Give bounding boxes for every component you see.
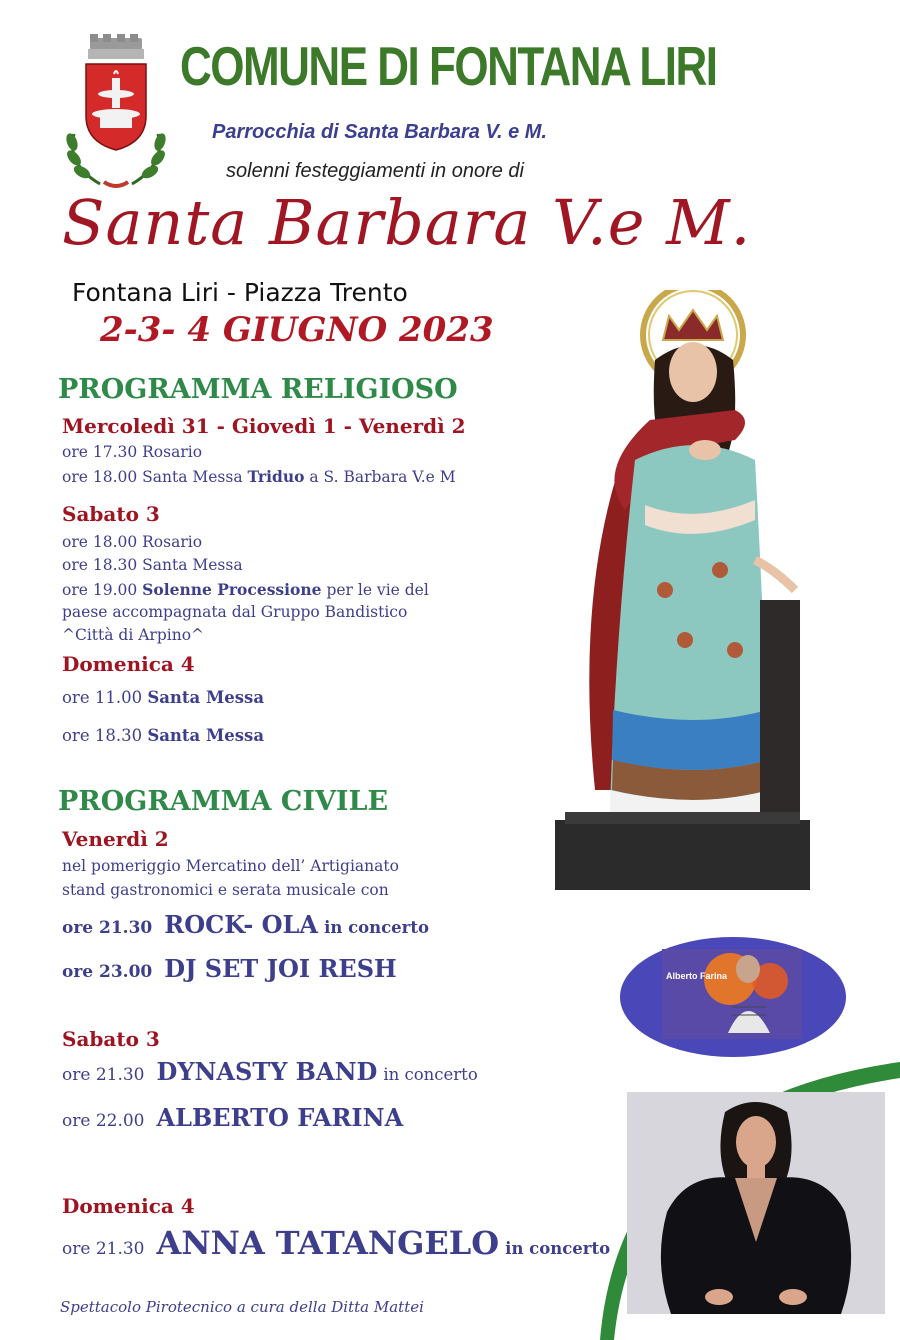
religious-line: ^Città di Arpino^ [62,626,205,644]
comune-title: COMUNE DI FONTANA LIRI [180,36,717,98]
alberto-farina-oval-image [620,937,846,1057]
event-location: Fontana Liri - Piazza Trento [72,278,408,307]
religious-line: ore 17.30 Rosario [62,443,203,461]
saint-title: Santa Barbara V.e M. [62,186,752,259]
celebration-subtitle: solenni festeggiamenti in onore di [226,160,524,182]
civil-day-1: Venerdì 2 [62,827,169,851]
religious-line: ore 18.30 Santa Messa [62,726,265,745]
civil-event: ore 21.30 ANNA TATANGELO in concerto [62,1224,611,1262]
religious-line: ore 18.00 Santa Messa Triduo a S. Barbara V.e M [62,467,456,486]
saint-statue-image [555,290,810,890]
event-dates: 2-3- 4 GIUGNO 2023 [100,310,494,350]
religious-line: ore 11.00 Santa Messa [62,688,265,707]
religious-program-title: PROGRAMMA RELIGIOSO [58,374,458,405]
religious-day-2: Sabato 3 [62,502,160,526]
religious-day-1: Mercoledì 31 - Giovedì 1 - Venerdì 2 [62,414,466,438]
civil-line: nel pomeriggio Mercatino dell’ Artigianato [62,857,399,875]
fireworks-note: Spettacolo Pirotecnico a cura della Ditta Mattei [60,1298,424,1316]
oval-caption: Alberto Farina [666,971,728,981]
religious-day-3: Domenica 4 [62,652,195,676]
civil-day-3: Domenica 4 [62,1194,195,1218]
parish-name: Parrocchia di Santa Barbara V. e M. [212,121,547,143]
municipal-crest-icon [60,34,172,194]
civil-day-2: Sabato 3 [62,1027,160,1051]
anna-tatangelo-photo [627,1092,885,1314]
civil-program-title: PROGRAMMA CIVILE [58,786,389,817]
religious-line: ore 19.00 Solenne Processione per le vie del [62,580,429,599]
religious-line: ore 18.00 Rosario [62,533,203,551]
civil-event: ore 23.00 DJ SET JOI RESH [62,954,397,983]
civil-line: stand gastronomici e serata musicale con [62,881,389,899]
religious-line: paese accompagnata dal Gruppo Bandistico [62,603,408,621]
civil-event: ore 22.00 ALBERTO FARINA [62,1103,404,1132]
civil-event: ore 21.30 DYNASTY BAND in concerto [62,1057,478,1086]
civil-event: ore 21.30 ROCK- OLA in concerto [62,910,429,939]
religious-line: ore 18.30 Santa Messa [62,556,243,574]
